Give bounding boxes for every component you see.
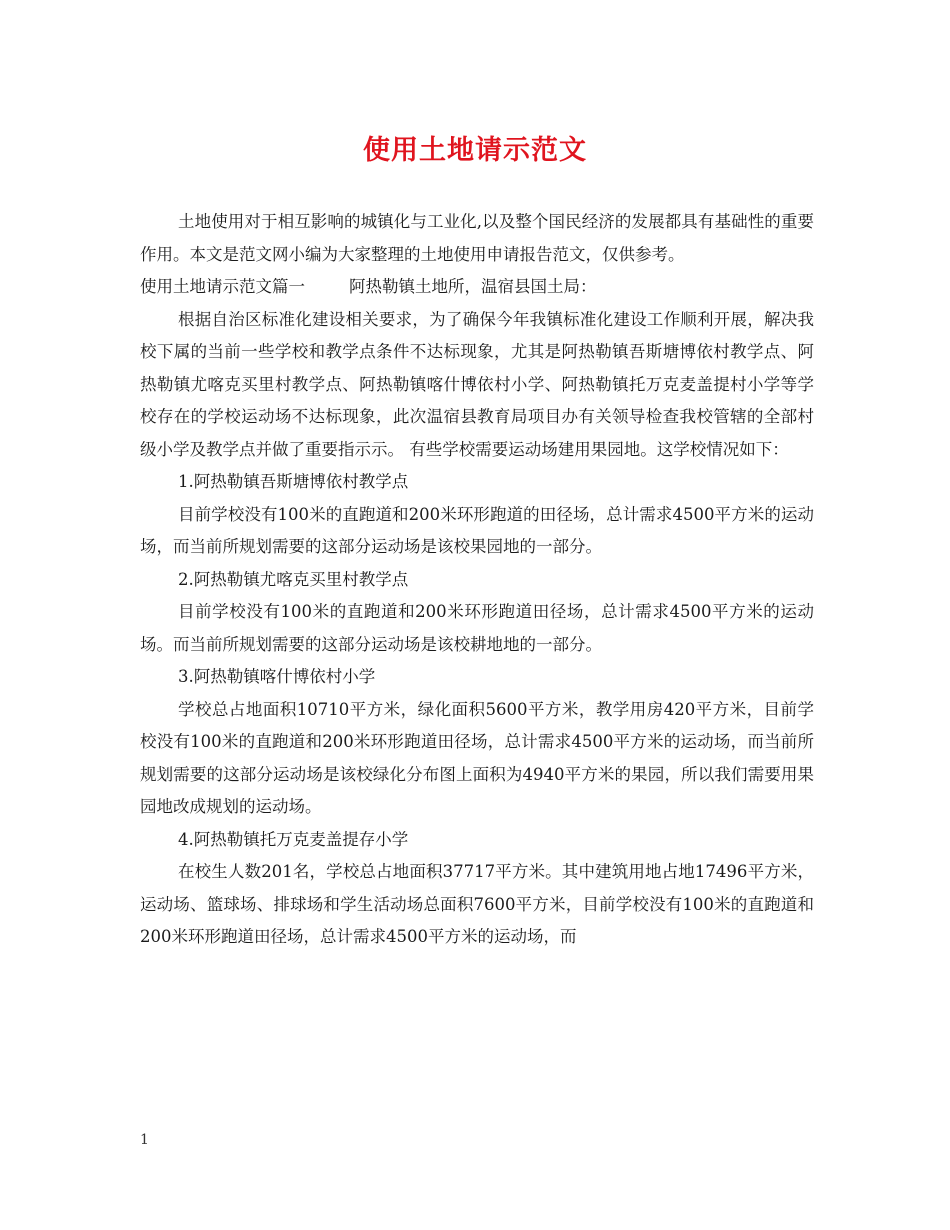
main-paragraph: 根据自治区标准化建设相关要求，为了确保今年我镇标准化建设工作顺利开展，解决我校下属的当前一些学校和教学点条件不达标现象，尤其是阿热勒镇吾斯塘博依村教学点、阿热勒镇尤喀克买里村教学点、阿热勒镇喀什博依村小学、阿热勒镇托万克麦盖提村小学等学校存在的学校运动场不达标现象，此次温宿县教育局项目办有关领导检查我校管辖的全部村级小学及教学点并做了重要指示示。 有些学校需要运动场建用果园地。这学校情况如下： <box>140 309 814 459</box>
item-heading: 2.阿热勒镇尤喀克买里村教学点 <box>178 569 409 589</box>
item-heading: 1.阿热勒镇吾斯塘博依村教学点 <box>178 472 409 491</box>
section-heading-line <box>140 271 814 304</box>
page-number: 1 <box>140 1132 149 1148</box>
recipient: 阿热勒镇土地所，温宿县国土局： <box>349 277 597 296</box>
page-title: 使用土地请示范文 <box>363 135 587 166</box>
item-heading: 3.阿热勒镇喀什博依村小学 <box>178 667 376 686</box>
section-heading: 使用土地请示范文篇一 <box>140 277 305 296</box>
item-paragraph: 在校生人数201名，学校总占地面积37717平方米。其中建筑用地占地17496平方米，运动场、篮球场、排球场和学生活动场总面积7600平方米，目前学校没有100米的直跑道和200米环形跑道田径场，总计需求4500平方米的运动场，而 <box>140 862 814 946</box>
item-heading: 4.阿热勒镇托万克麦盖提存小学 <box>178 829 409 849</box>
item-paragraph: 目前学校没有100米的直跑道和200米环形跑道的田径场，总计需求4500平方米的运动场，而当前所规划需要的这部分运动场是该校果园地的一部分。 <box>140 504 814 556</box>
intro-paragraph: 土地使用对于相互影响的城镇化与工业化,以及整个国民经济的发展都具有基础性的重要作用。本文是范文网小编为大家整理的土地使用申请报告范文，仅供参考。 <box>140 212 814 264</box>
document-body <box>140 206 814 954</box>
item-paragraph: 学校总占地面积10710平方米，绿化面积5600平方米，教学用房420平方米，目前学校没有100米的直跑道和200米环形跑道田径场，总计需求4500平方米的运动场，而当前所规划需要的这部分运动场是该校绿化分布图上面积为4940平方米的果园，所以我们需要用果园地改成规划的运动场。 <box>140 699 814 816</box>
item-paragraph: 目前学校没有100米的直跑道和200米环形跑道田径场，总计需求4500平方米的运动场。而当前所规划需要的这部分运动场是该校耕地地的一部分。 <box>140 602 814 654</box>
